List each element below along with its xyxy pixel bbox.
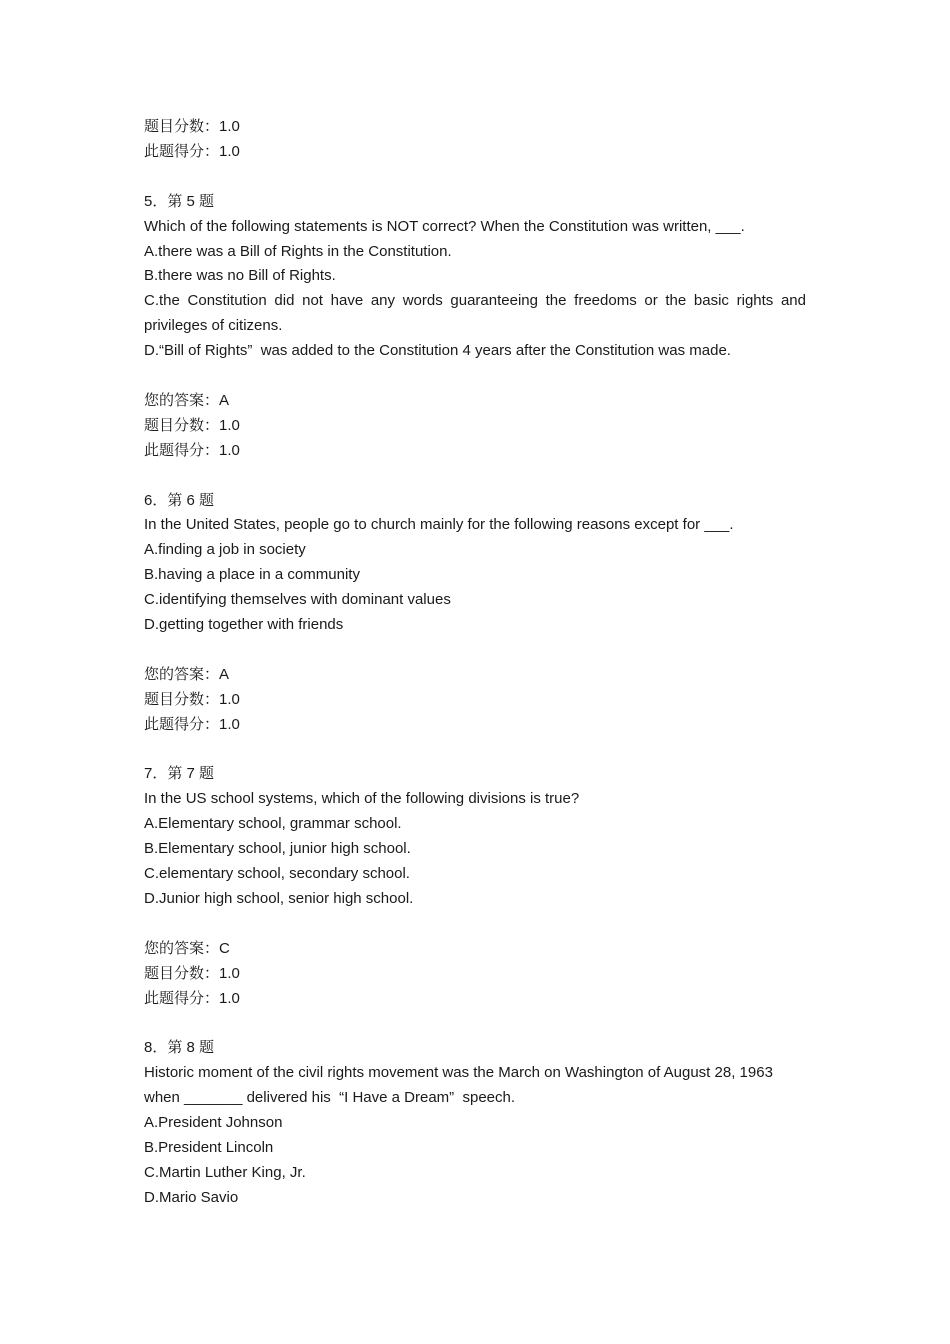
question-6 [144,489,806,738]
option-c: C.elementary school, secondary school. [144,865,410,883]
item-score: 题目分数：1.0 [144,964,240,982]
option-b: B.there was no Bill of Rights. [144,267,336,285]
your-answer: 您的答案：A [144,391,230,409]
question-heading: 7．第 7 题 [144,765,215,783]
option-d: D.getting together with friends [144,616,344,634]
question-stem: In the United States, people go to church mainly for the following reasons except for ___. [144,516,734,534]
question-heading: 5．第 5 题 [144,192,215,210]
item-score: 题目分数：1.0 [144,416,240,434]
spacer [144,638,806,663]
option-c: C.Martin Luther King, Jr. [144,1163,306,1181]
question-heading: 8．第 8 题 [144,1039,215,1057]
option-b: B.President Lincoln [144,1139,274,1157]
your-answer: 您的答案：C [144,939,230,957]
option-a: A.President Johnson [144,1114,283,1132]
question-stem: Historic moment of the civil rights movement was the March on Washington of August 28, 1963 when _______ delivered his “I Have a Dream” speech. [144,1064,778,1107]
spacer [144,464,806,489]
option-a: A.there was a Bill of Rights in the Constitution. [144,242,452,260]
spacer [144,1012,806,1037]
spacer [144,912,806,937]
option-b: B.having a place in a community [144,566,360,584]
prev-earned-score: 此题得分：1.0 [144,142,240,160]
question-stem: In the US school systems, which of the following divisions is true? [144,790,580,808]
question-stem: Which of the following statements is NOT correct? When the Constitution was written, ___. [144,217,745,235]
option-a: A.Elementary school, grammar school. [144,815,402,833]
option-b: B.Elementary school, junior high school. [144,840,411,858]
document-page [144,115,811,1211]
earned-score: 此题得分：1.0 [144,715,240,733]
spacer [144,738,806,763]
item-score: 题目分数：1.0 [144,690,240,708]
question-heading: 6．第 6 题 [144,491,215,509]
your-answer: 您的答案：A [144,665,230,683]
question-5 [144,190,811,464]
option-c: C.the Constitution did not have any words guaranteeing the freedoms or the basic rights and privileges of citizens. [144,292,811,335]
earned-score: 此题得分：1.0 [144,441,240,459]
spacer [144,165,806,190]
option-c: C.identifying themselves with dominant values [144,591,451,609]
question-8 [144,1036,806,1210]
option-d: D.Mario Savio [144,1188,239,1206]
option-d: D.Junior high school, senior high school. [144,890,414,908]
option-d: D.“Bill of Rights” was added to the Constitution 4 years after the Constitution was made. [144,342,731,360]
question-7 [144,762,806,1011]
prev-item-score: 题目分数：1.0 [144,118,240,135]
earned-score: 此题得分：1.0 [144,989,240,1007]
option-a: A.finding a job in society [144,541,306,559]
spacer [144,364,806,389]
